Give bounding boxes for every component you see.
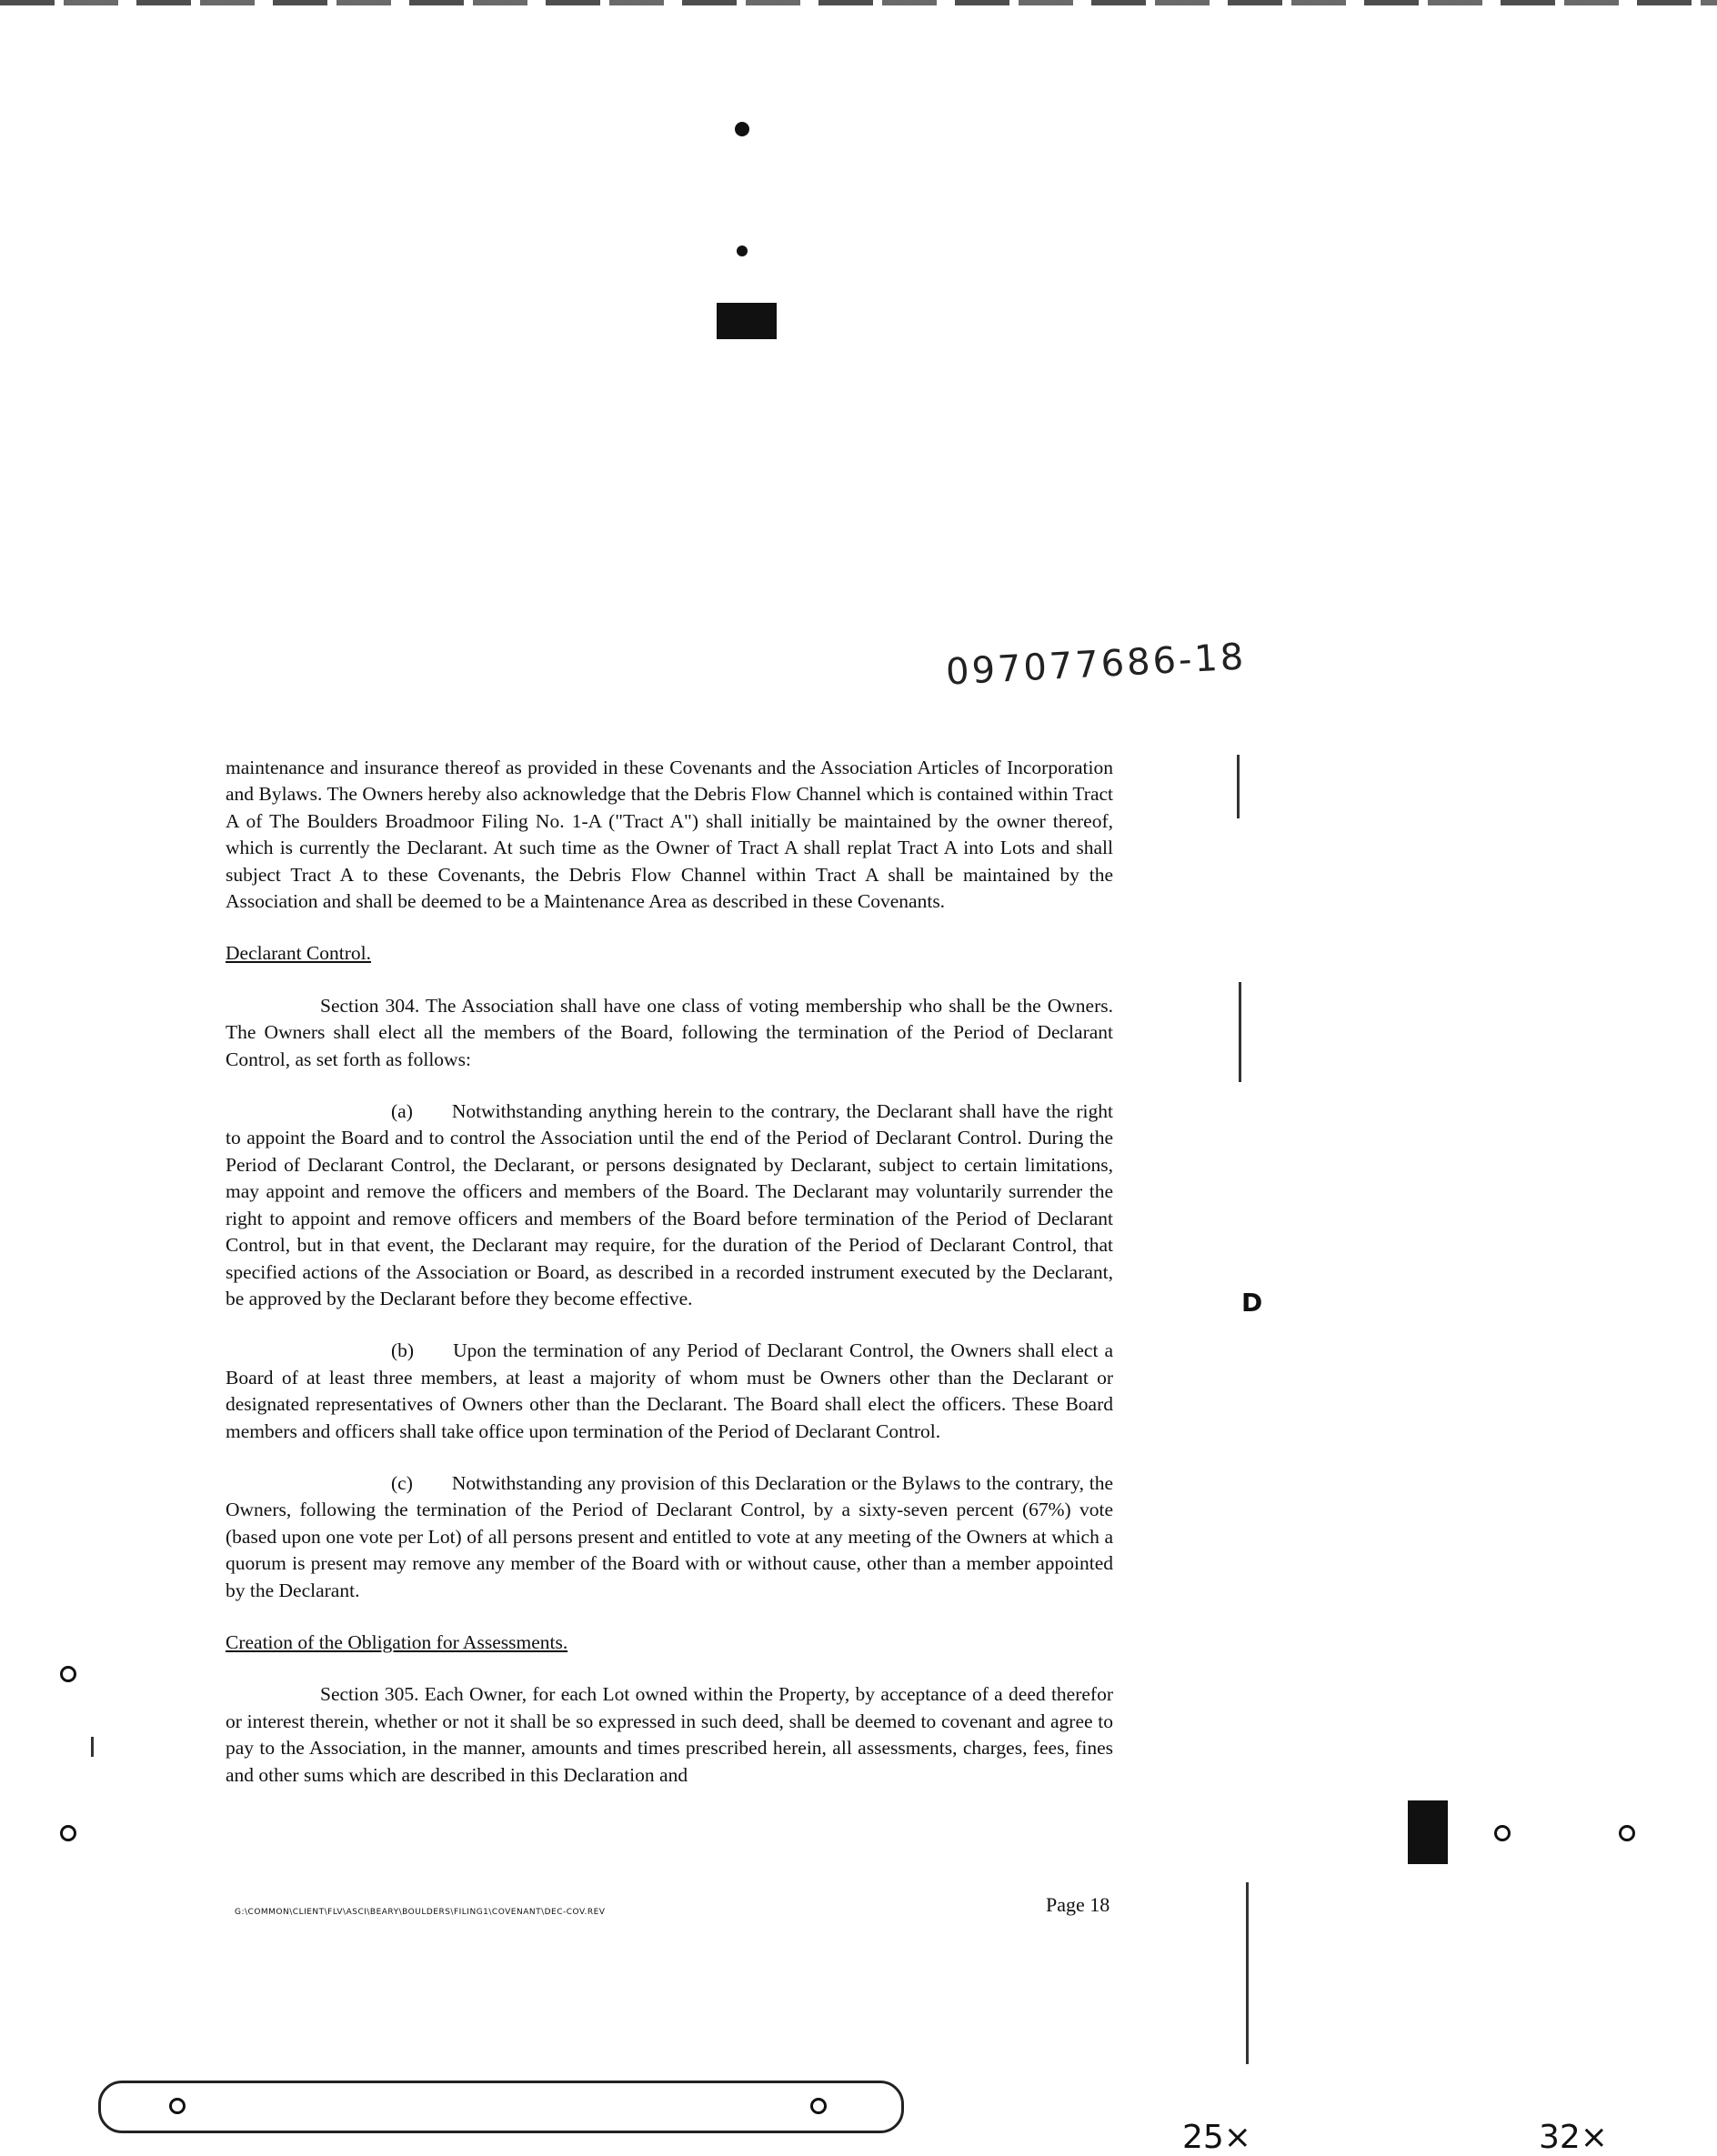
document-stamp-number: 097077686-18 bbox=[945, 636, 1248, 694]
subsection-c-paragraph: (c) Notwithstanding any provision of this Declaration or the Bylaws to the contrary, the Owners, following the termination of the Period of Declarant Control, by a sixty-seven percent (67%) vote (based upon one vote per Lot) of all persons present and entitled to vote at any meeting of the Owners at which a quorum is present may remove any member of the Board with or without cause, other than a member appointed by the Declarant. bbox=[226, 1471, 1113, 1601]
punch-hole-right-2 bbox=[1619, 1825, 1635, 1841]
film-size-label-1: 25× bbox=[1182, 2119, 1251, 2156]
subsection-b-paragraph: (b) Upon the termination of any Period of Declarant Control, the Owners shall elect a Board of at least three members, at least a majority of whom must be Owners other than the Declarant or designated representatives of Owners other than the Declarant. The Board shall elect the officers. These Board members and officers shall take office upon termination of the Period of Declarant Control. bbox=[226, 1339, 1113, 1442]
film-size-label-2: 32× bbox=[1539, 2119, 1608, 2156]
section-305-paragraph: Section 305. Each Owner, for each Lot owned within the Property, by acceptance of a deed therefor or interest therein, whether or not it shall be so expressed in such deed, shall be deemed to covenant and agree to pay to the Association, in the manner, amounts and times prescribed herein, all assessments, charges, fees, fines and other sums which are described in this Declaration and bbox=[226, 1683, 1113, 1786]
scan-top-edge bbox=[0, 0, 1717, 5]
margin-letter: D bbox=[1241, 1288, 1263, 1318]
margin-mark bbox=[1239, 982, 1241, 1082]
page-number: Page 18 bbox=[1046, 1893, 1110, 1916]
punch-mark-small bbox=[737, 246, 748, 256]
scan-blot-right bbox=[1408, 1800, 1448, 1864]
subsection-a-paragraph: (a) Notwithstanding anything herein to the contrary, the Declarant shall have the right to appoint the Board and to control the Association until the end of the Period of Declarant Control. During the Period of Declarant Control, the Declarant, or persons designated by Declarant, subject to certain limitations, may appoint and remove the officers and members of the Board. The Declarant may voluntarily surrender the right to appoint and remove officers and members of the Board before termination of the Period of Declarant Control, but in that event, the Declarant may require, for the duration of the Period of Declarant Control, that specified actions of the Association or Board, as described in a recorded instrument executed by the Declarant, be approved by the Declarant before they become effective. bbox=[226, 1100, 1113, 1309]
scan-blot bbox=[717, 303, 777, 339]
punch-hole-left-2 bbox=[60, 1825, 76, 1841]
section-304-paragraph: Section 304. The Association shall have one class of voting membership who shall be the Owners. The Owners shall elect all the members of the Board, following the termination of the Period of Declarant Control, as set forth as follows: bbox=[226, 994, 1113, 1070]
strip-hole-left bbox=[169, 2098, 186, 2114]
margin-mark bbox=[1246, 1882, 1249, 2064]
film-strip-frame bbox=[98, 2081, 904, 2133]
margin-mark bbox=[91, 1737, 94, 1757]
strip-hole-right bbox=[810, 2098, 827, 2114]
punch-hole-right-1 bbox=[1494, 1825, 1511, 1841]
punch-hole-left-1 bbox=[60, 1666, 76, 1682]
file-path-footer: G:\COMMON\CLIENT\FLV\ASCI\BEARY\BOULDERS\FILING1\COVENANT\DEC-COV.REV bbox=[235, 1908, 606, 1917]
assessments-heading: Creation of the Obligation for Assessments. bbox=[226, 1630, 568, 1653]
intro-paragraph: maintenance and insurance thereof as provided in these Covenants and the Association Articles of Incorporation and Bylaws. The Owners hereby also acknowledge that the Debris Flow Channel which is contained within Tract A of The Boulders Broadmoor Filing No. 1-A ("Tract A") shall initially be maintained by the owner thereof, which is currently the Declarant. At such time as the Owner of Tract A shall replat Tract A into Lots and shall subject Tract A to these Covenants, the Debris Flow Channel within Tract A shall be maintained by the Association and shall be deemed to be a Maintenance Area as described in these Covenants. bbox=[226, 757, 1113, 913]
punch-mark bbox=[735, 122, 749, 136]
page-body bbox=[226, 755, 1113, 1814]
margin-mark bbox=[1237, 755, 1240, 818]
declarant-control-heading: Declarant Control. bbox=[226, 942, 372, 965]
